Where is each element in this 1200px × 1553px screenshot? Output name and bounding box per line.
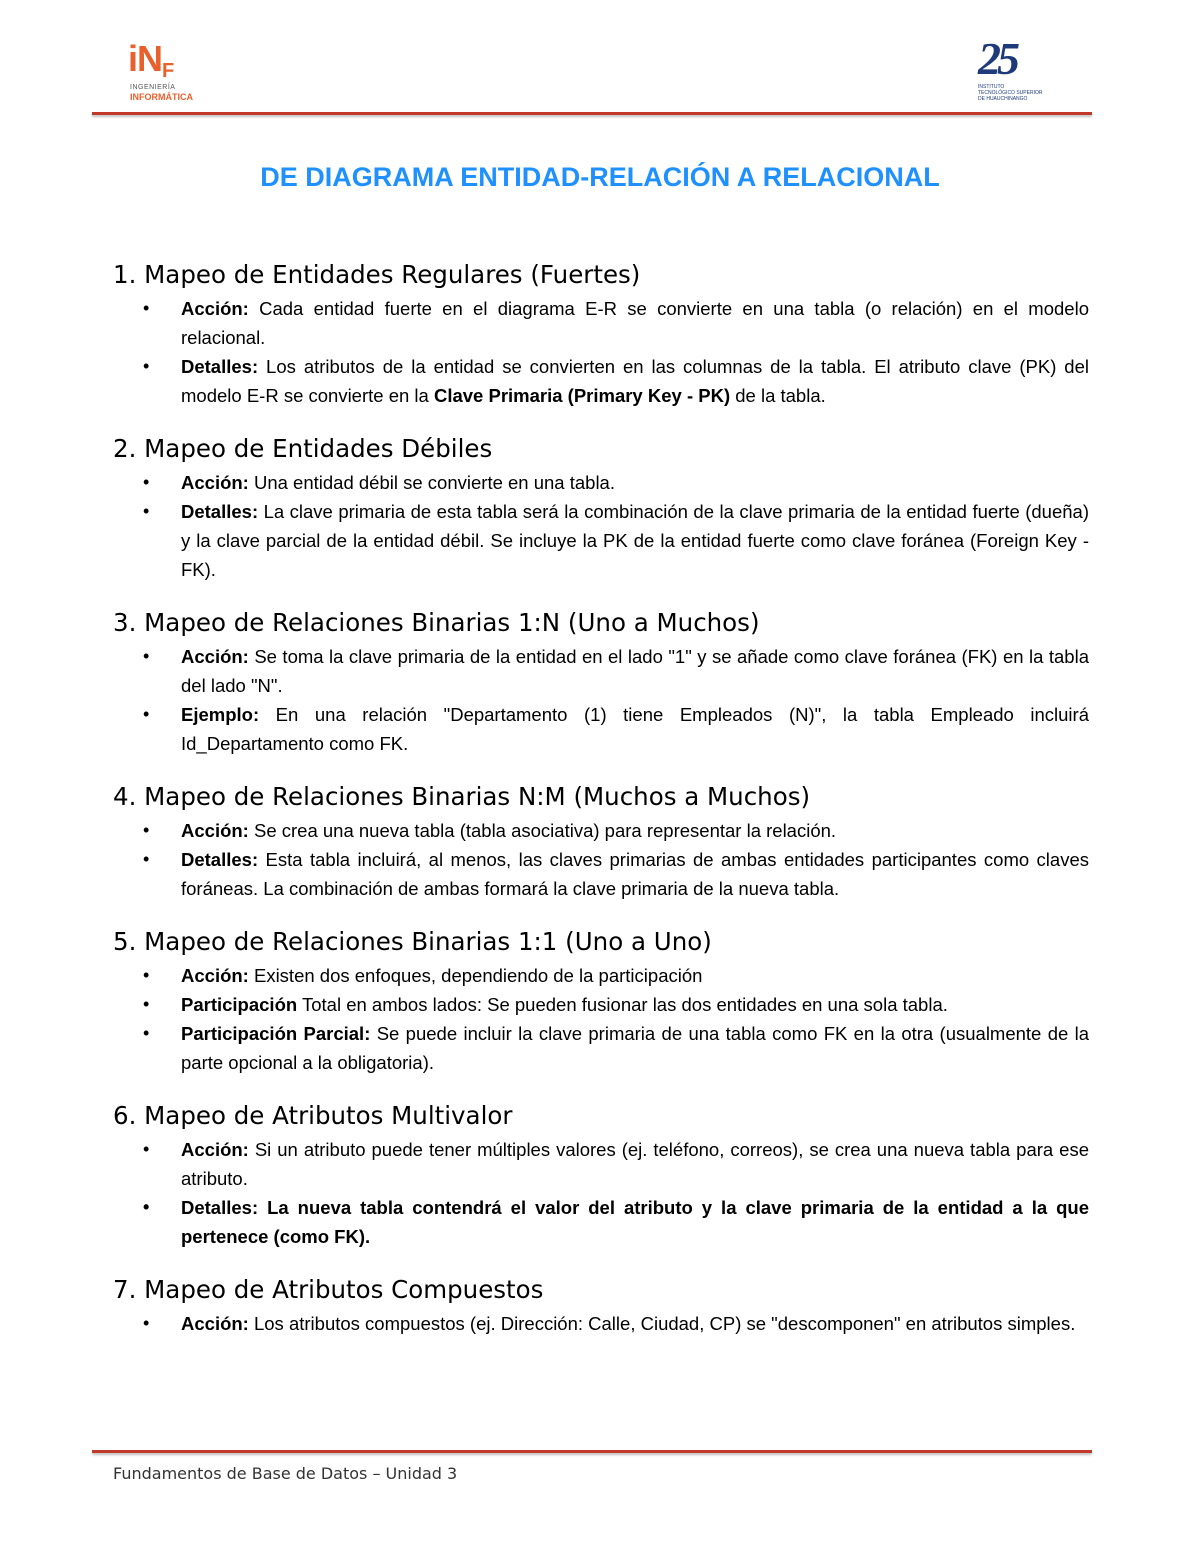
ingenieria-informatica-logo [128,38,208,106]
item-label: Acción: [181,646,249,667]
logo-line-2: INFORMÁTICA [130,92,193,102]
list-item [113,816,1089,845]
item-text: Los atributos compuestos (ej. Dirección: Calle, Ciudad, CP) se "descomponen" en atributos simples. [248,1313,1076,1334]
section-4 [113,780,1089,903]
page-footer: Fundamentos de Base de Datos – Unidad 3 [113,1464,458,1483]
item-text: Se crea una nueva tabla (tabla asociativa) para representar la relación. [248,820,837,841]
item-label: Acción: [181,1139,249,1160]
item-label: Detalles: [181,849,259,870]
list-item [113,497,1089,584]
list-item [113,1309,1089,1338]
bullet-list [113,294,1089,410]
item-text: Esta tabla incluirá, al menos, las claves primarias de ambas entidades participantes como claves foráneas. La combinación de ambas formará la clave primaria de la nueva tabla. [181,849,1089,899]
anniversary-number: 25 [978,33,1016,84]
item-label: Acción: [181,1313,249,1334]
item-text: Se puede incluir la clave primaria de una tabla como FK en la otra (usualmente de la parte opcional a la obligatoria). [181,1023,1090,1073]
item-label: Detalles: [181,501,259,522]
header-divider [92,112,1092,115]
section-6 [113,1099,1089,1251]
list-item [113,1193,1089,1251]
section-heading: 6. Mapeo de Atributos Multivalor [113,1101,513,1130]
item-text: La clave primaria de esta tabla será la combinación de la clave primaria de la entidad fuerte (dueña) y la clave parcial de la entidad débil. Se incluye la PK de la entidad fuerte como clave foránea (Foreign Key - FK). [181,501,1089,580]
item-label: Acción: [181,298,249,319]
list-item [113,642,1089,700]
list-item [113,294,1089,352]
list-item [113,1019,1089,1077]
bullet-list [113,1135,1089,1251]
bullet-list [113,961,1089,1077]
list-item [113,990,1089,1019]
item-label: Ejemplo: [181,704,260,725]
list-item [113,1135,1089,1193]
item-text: En una relación "Departamento (1) tiene Empleados (N)", la tabla Empleado incluirá Id_Departamento como FK. [181,704,1089,754]
item-label: Detalles: [181,356,259,377]
list-item [113,845,1089,903]
item-text: Una entidad débil se convierte en una tabla. [248,472,615,493]
bullet-list [113,1309,1089,1338]
item-text: Si un atributo puede tener múltiples valores (ej. teléfono, correos), se crea una nueva tabla para ese atributo. [181,1139,1089,1189]
item-text: Los atributos de la entidad se convierten en las columnas de la tabla. El atributo clave (PK) del modelo E-R se convierte en la [181,356,1089,406]
section-1 [113,258,1089,410]
item-label: Detalles: [181,1197,259,1218]
institute-caption-3: DE HUAUCHINANGO [978,96,1028,102]
item-tail: de la tabla. [730,385,826,406]
document-body [113,258,1089,1360]
section-heading: 3. Mapeo de Relaciones Binarias 1:N (Uno a Muchos) [113,608,760,637]
item-label: Participación Parcial: [181,1023,371,1044]
item-label: Acción: [181,472,249,493]
bullet-list [113,468,1089,584]
logo-mark: iNF [128,38,174,82]
institute-25-anniversary-logo [970,32,1050,106]
section-heading: 4. Mapeo de Relaciones Binarias N:M (Muchos a Muchos) [113,782,811,811]
item-label: Acción: [181,820,249,841]
list-item [113,352,1089,410]
section-heading: 7. Mapeo de Atributos Compuestos [113,1275,544,1304]
footer-divider [92,1450,1092,1453]
institute-caption-2: TECNOLÓGICO SUPERIOR [978,90,1043,96]
item-text: Existen dos enfoques, dependiendo de la participación [248,965,703,986]
list-item [113,468,1089,497]
page-title: DE DIAGRAMA ENTIDAD-RELACIÓN A RELACIONAL [260,162,940,192]
item-text: Total en ambos lados: Se pueden fusionar las dos entidades en una sola tabla. [297,994,948,1015]
item-bold-term: Clave Primaria (Primary Key - PK) [433,385,731,406]
section-5 [113,925,1089,1077]
item-text: Se toma la clave primaria de la entidad en el lado "1" y se añade como clave foránea (FK) en la tabla del lado "N". [181,646,1089,696]
section-heading: 2. Mapeo de Entidades Débiles [113,434,493,463]
section-7 [113,1273,1089,1338]
section-heading: 1. Mapeo de Entidades Regulares (Fuertes) [113,260,641,289]
section-3 [113,606,1089,758]
section-heading: 5. Mapeo de Relaciones Binarias 1:1 (Uno a Uno) [113,927,712,956]
item-label: Acción: [181,965,249,986]
institute-caption-1: INSTITUTO [978,84,1005,90]
list-item [113,961,1089,990]
item-text: La nueva tabla contendrá el valor del atributo y la clave primaria de la entidad a la que pertenece (como FK). [181,1197,1089,1247]
list-item [113,700,1089,758]
section-2 [113,432,1089,584]
item-text: Cada entidad fuerte en el diagrama E-R se convierte en una tabla (o relación) en el modelo relacional. [181,298,1089,348]
bullet-list [113,816,1089,903]
bullet-list [113,642,1089,758]
logo-line-1: INGENIERÍA [130,84,176,91]
item-label: Participación [181,994,298,1015]
